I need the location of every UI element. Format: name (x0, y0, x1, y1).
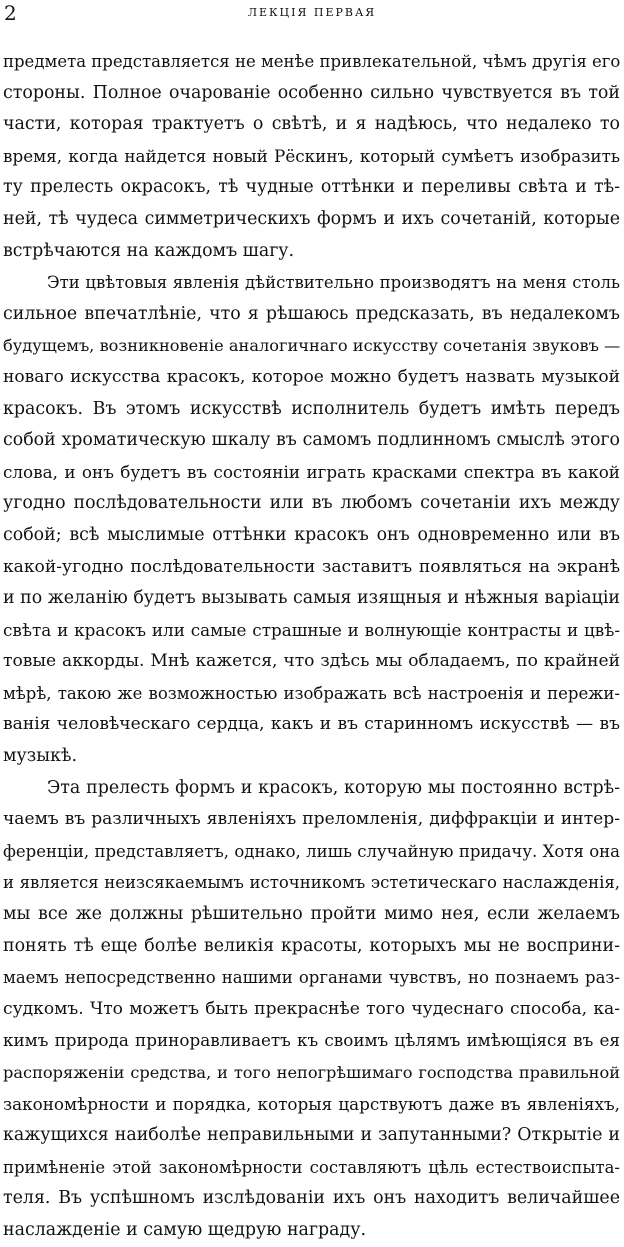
text-line: собой; всѣ мыслимые оттѣнки красокъ онъ одновременно или въ (3, 524, 620, 545)
text-line: стороны. Полное очарованіе особенно сильно чувствуется въ той (3, 82, 620, 103)
text-line: Эти цвѣтовыя явленія дѣйствительно производятъ на меня столь (47, 273, 620, 293)
text-line: теля. Въ успѣшномъ изслѣдованіи ихъ онъ находитъ величайшее (3, 1188, 620, 1209)
text-line: музыкѣ. (3, 746, 77, 767)
page-number: 2 (4, 1, 17, 25)
text-line: будущемъ, возникновеніе аналогичнаго искусству сочетанія звуковъ — (3, 336, 620, 356)
text-line: собой хроматическую шкалу въ самомъ подлинномъ смыслѣ этого (3, 430, 620, 451)
text-line: и является неизсякаемымъ источникомъ эстетическаго наслажденія, (3, 873, 620, 893)
text-line: примѣненіе этой закономѣрности составляютъ цѣль естествоиспыта- (3, 1157, 620, 1177)
paragraph-3 (3, 773, 620, 1247)
text-line: Эта прелесть формъ и красокъ, которую мы постоянно встрѣ- (47, 777, 620, 798)
text-line: товые аккорды. Мнѣ кажется, что здѣсь мы обладаемъ, по крайней (3, 651, 620, 672)
paragraph-1 (3, 46, 620, 267)
text-line: чаемъ въ различныхъ явленіяхъ преломленія, диффракціи и интер- (3, 809, 620, 830)
text-line: распоряженіи средства, и того непогрѣшимаго господства правильной (3, 1063, 620, 1082)
text-line: понять тѣ еще болѣе великія красоты, которыхъ мы не восприни- (3, 935, 620, 956)
body-text (3, 46, 620, 1247)
text-line: кимъ природа приноравливаетъ къ своимъ цѣлямъ имѣющіяся въ ея (3, 1030, 620, 1051)
text-line: слова, и онъ будетъ въ состояніи играть красками спектра въ какой (3, 461, 620, 482)
text-line: встрѣчаются на каждомъ шагу. (3, 240, 295, 261)
paragraph-2 (3, 267, 620, 773)
text-line: судкомъ. Что можетъ быть прекраснѣе того чудеснаго способа, ка- (3, 998, 620, 1019)
page-header (4, 2, 620, 24)
text-line: угодно послѣдовательности или въ любомъ сочетаніи ихъ между (3, 493, 620, 514)
text-line: ванія человѣческаго сердца, какъ и въ старинномъ искусствѣ — въ (3, 714, 620, 735)
text-line: кажущихся наиболѣе неправильными и запутанными? Открытіе и (3, 1125, 620, 1146)
text-line: какой-угодно послѣдовательности заставитъ появляться на экранѣ (3, 556, 620, 577)
text-line: ней, тѣ чудеса симметрическихъ формъ и ихъ сочетаній, которые (3, 208, 620, 229)
text-line: ту прелесть окрасокъ, тѣ чудные оттѣнки и переливы свѣта и тѣ- (3, 177, 620, 198)
text-line: маемъ непосредственно нашими органами чувствъ, но познаемъ раз- (3, 968, 620, 988)
text-line: свѣта и красокъ или самые страшные и волнующіе контрасты и цвѣ- (3, 619, 620, 640)
text-line: ференціи, представляетъ, однако, лишь случайную придачу. Хотя она (3, 841, 620, 861)
text-line: предмета представляется не менѣе привлекательной, чѣмъ другія его (3, 52, 620, 71)
text-line: мѣрѣ, такою же возможностью изображать всѣ настроенія и пережи- (3, 683, 620, 703)
text-line: сильное впечатлѣніе, что я рѣшаюсь предсказать, въ недалекомъ (3, 303, 620, 324)
text-line: закономѣрности и порядка, которыя царствуютъ даже въ явленіяхъ, (3, 1093, 620, 1114)
text-line: и по желанію будетъ вызывать самыя изящныя и нѣжныя варіаціи (3, 588, 620, 609)
text-line: мы все же должны рѣшительно пройти мимо нея, если желаемъ (3, 904, 620, 925)
text-line: части, которая трактуетъ о свѣтѣ, и я надѣюсь, что недалеко то (3, 114, 620, 135)
text-line: наслажденіе и самую щедрую награду. (3, 1219, 366, 1240)
text-line: время, когда найдется новый Рёскинъ, который сумѣетъ изобразить (3, 145, 620, 166)
running-head: ЛЕКЦІЯ ПЕРВАЯ (247, 6, 377, 19)
text-line: красокъ. Въ этомъ искусствѣ исполнитель будетъ имѣть передъ (3, 398, 620, 419)
text-line: новаго искусства красокъ, которое можно будетъ назвать музыкой (3, 366, 620, 387)
